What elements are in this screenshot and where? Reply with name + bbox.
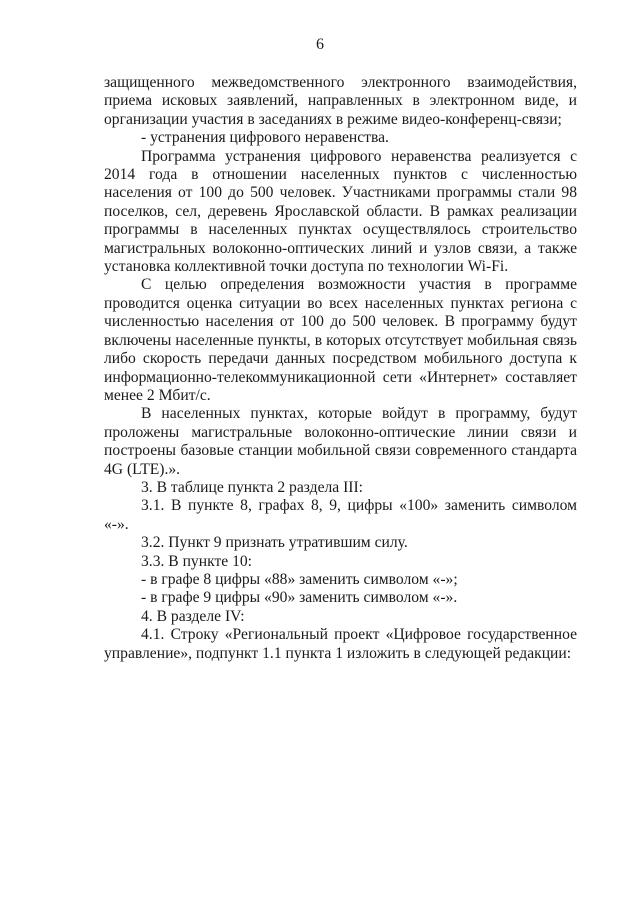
list-item-digital-inequality: - устранения цифрового неравенства. [141, 129, 389, 147]
item-4-1: 4.1. Строку «Региональный проект «Цифровое государственное управление», подпункт 1.1 пункта 1 изложить в следующей редакции: [104, 626, 577, 662]
paragraph-program-description: Программа устранения цифрового неравенства реализуется с 2014 года в отношении населенных пунктов с численностью населения от 100 до 500 человек. Участниками программы стали 98 поселков, сел, деревень Ярославской области. В рамках реализации программы в населенных пунктах осуществлялось строительство магистральных волоконно-оптических линий и узлов связи, а также установка коллективной точки доступа по технологии Wi-Fi. [104, 147, 577, 276]
page-number: 6 [316, 36, 324, 53]
document-body [104, 74, 577, 663]
paragraph-continuation: защищенного межведомственного электронного взаимодействия, приема исковых заявлений, направленных в электронном виде, и организации участия в заседаниях в режиме видео-конференц-связи; [104, 74, 577, 128]
item-3-2: 3.2. Пункт 9 признать утратившим силу. [141, 534, 408, 552]
item-3-1: 3.1. В пункте 8, графах 8, 9, цифры «100» заменить символом «-». [104, 497, 577, 533]
item-3-3: 3.3. В пункте 10: [141, 552, 253, 570]
paragraph-assessment: С целью определения возможности участия в программе проводится оценка ситуации во всех населенных пунктах региона с численностью населения от 100 до 500 человек. В программу будут включены населенные пункты, в которых отсутствует мобильная связь либо скорость передачи данных посредством мобильного доступа к информационно-телекоммуникационной сети «Интернет» составляет менее 2 Мбит/с. [104, 276, 577, 404]
item-4-section: 4. В разделе IV: [141, 607, 245, 625]
item-3-table: 3. В таблице пункта 2 раздела III: [141, 478, 363, 496]
paragraph-infrastructure: В населенных пунктах, которые войдут в программу, будут проложены магистральные волоконно-оптические линии связи и построены базовые станции мобильной связи современного стандарта 4G (LTE).». [104, 405, 577, 478]
item-3-3-column-8: - в графе 8 цифры «88» заменить символом «-»; [141, 570, 458, 588]
item-3-3-column-9: - в графе 9 цифры «90» заменить символом «-». [141, 589, 458, 607]
